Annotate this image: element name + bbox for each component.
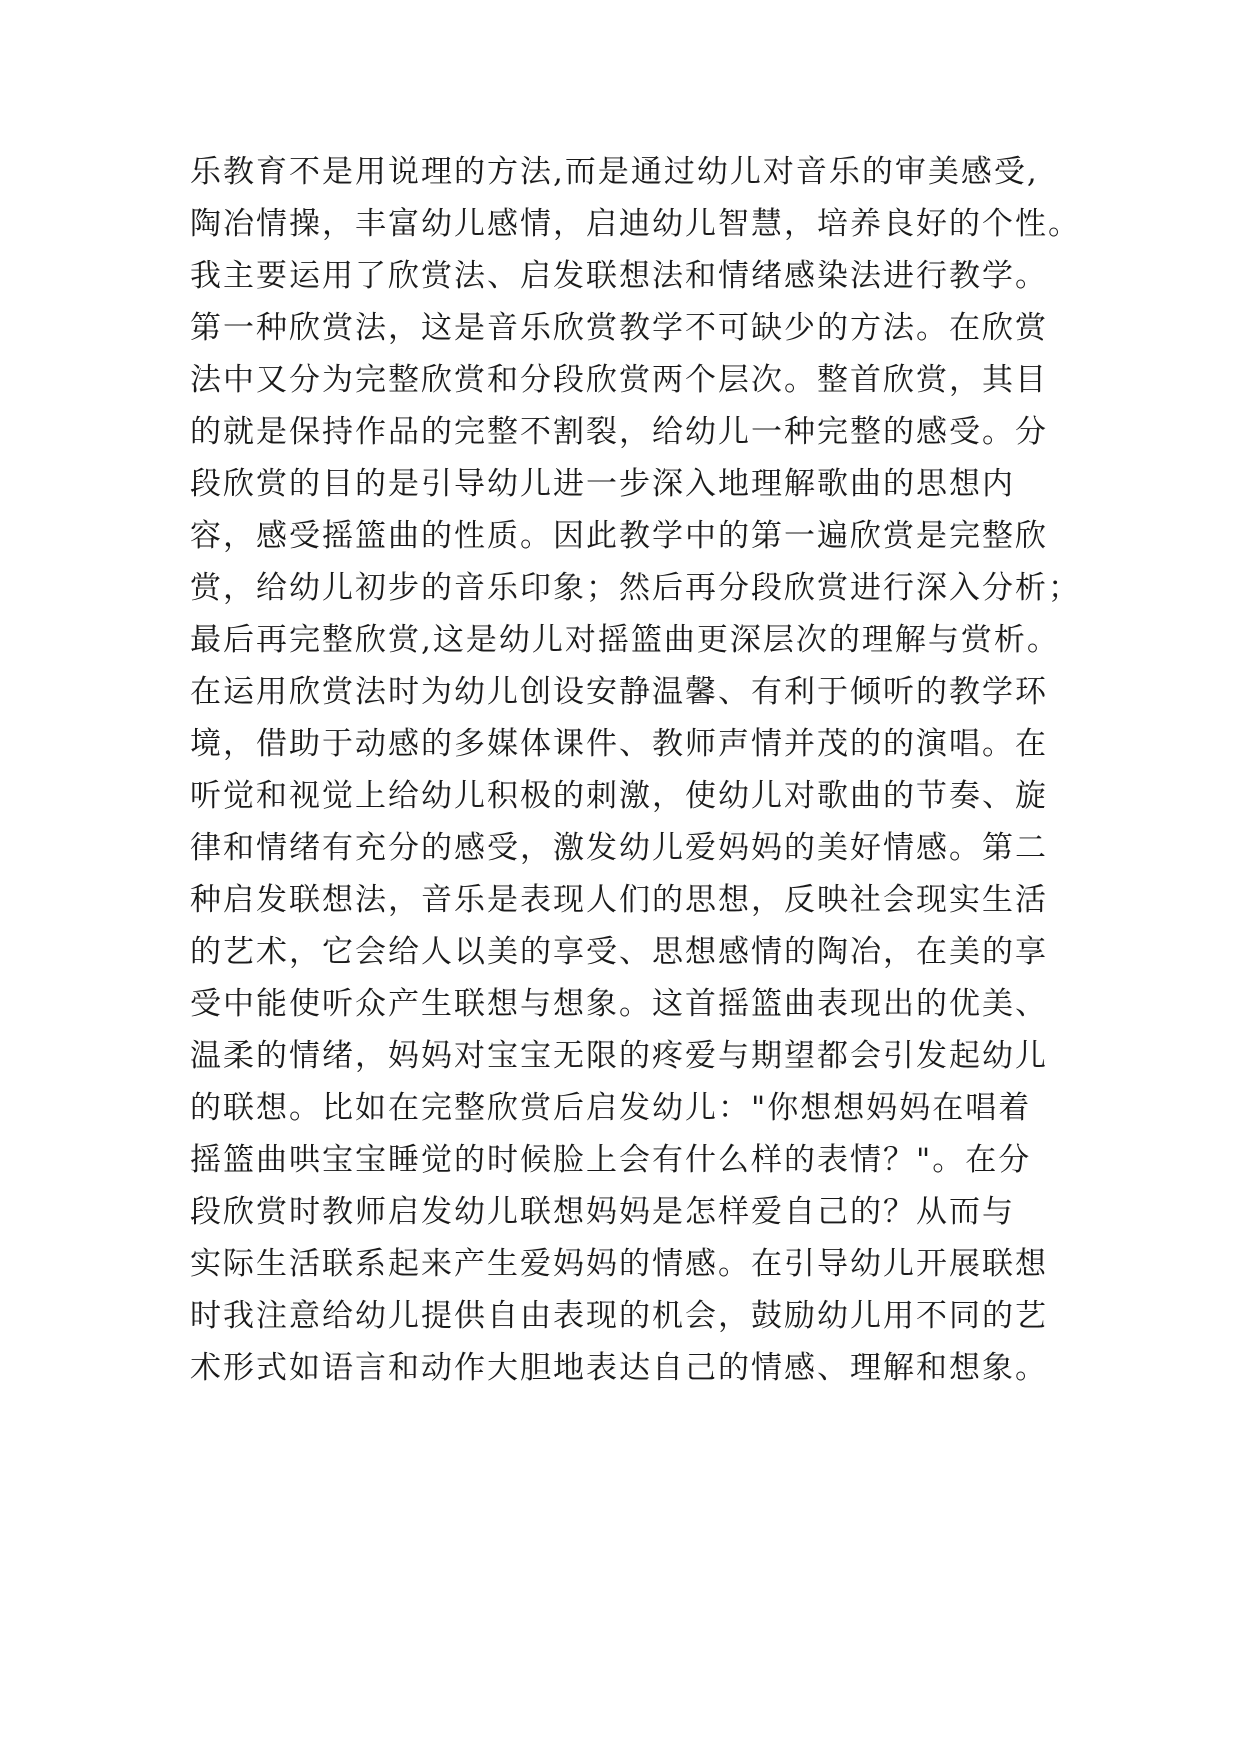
text-line: 的联想。比如在完整欣赏后启发幼儿："你想想妈妈在唱着 <box>190 1090 1032 1126</box>
text-line: 容，感受摇篮曲的性质。因此教学中的第一遍欣赏是完整欣 <box>190 518 1048 554</box>
text-line: 实际生活联系起来产生爱妈妈的情感。在引导幼儿开展联想 <box>190 1246 1048 1282</box>
text-line: 听觉和视觉上给幼儿积极的刺激，使幼儿对歌曲的节奏、旋 <box>190 778 1048 814</box>
text-line: 第一种欣赏法，这是音乐欣赏教学不可缺少的方法。在欣赏 <box>190 310 1048 346</box>
text-line: 段欣赏的目的是引导幼儿进一步深入地理解歌曲的思想内 <box>190 466 1015 502</box>
text-line: 法中又分为完整欣赏和分段欣赏两个层次。整首欣赏，其目 <box>190 362 1048 398</box>
text-line: 摇篮曲哄宝宝睡觉的时候脸上会有什么样的表情？"。在分 <box>190 1142 1032 1178</box>
text-line: 陶冶情操，丰富幼儿感情，启迪幼儿智慧，培养良好的个性。 <box>190 206 1081 242</box>
text-line: 最后再完整欣赏,这是幼儿对摇篮曲更深层次的理解与赏析。 <box>190 622 1060 658</box>
text-line: 我主要运用了欣赏法、启发联想法和情绪感染法进行教学。 <box>190 258 1048 294</box>
text-line: 温柔的情绪，妈妈对宝宝无限的疼爱与期望都会引发起幼儿 <box>190 1038 1048 1074</box>
text-line: 的就是保持作品的完整不割裂，给幼儿一种完整的感受。分 <box>190 414 1048 450</box>
text-line: 律和情绪有充分的感受，激发幼儿爱妈妈的美好情感。第二 <box>190 830 1048 866</box>
text-line: 时我注意给幼儿提供自由表现的机会，鼓励幼儿用不同的艺 <box>190 1298 1048 1334</box>
text-line: 种启发联想法，音乐是表现人们的思想，反映社会现实生活 <box>190 882 1048 918</box>
text-line: 赏，给幼儿初步的音乐印象；然后再分段欣赏进行深入分析； <box>190 570 1081 606</box>
text-line: 段欣赏时教师启发幼儿联想妈妈是怎样爱自己的？从而与 <box>190 1194 1015 1230</box>
text-line: 在运用欣赏法时为幼儿创设安静温馨、有利于倾听的教学环 <box>190 674 1048 710</box>
text-line: 乐教育不是用说理的方法,而是通过幼儿对音乐的审美感受, <box>190 154 1039 190</box>
text-line: 境，借助于动感的多媒体课件、教师声情并茂的的演唱。在 <box>190 726 1048 762</box>
text-line: 的艺术，它会给人以美的享受、思想感情的陶冶，在美的享 <box>190 934 1048 970</box>
text-line: 术形式如语言和动作大胆地表达自己的情感、理解和想象。 <box>190 1350 1048 1386</box>
body-text <box>190 146 1090 1394</box>
text-line: 受中能使听众产生联想与想象。这首摇篮曲表现出的优美、 <box>190 986 1048 1022</box>
